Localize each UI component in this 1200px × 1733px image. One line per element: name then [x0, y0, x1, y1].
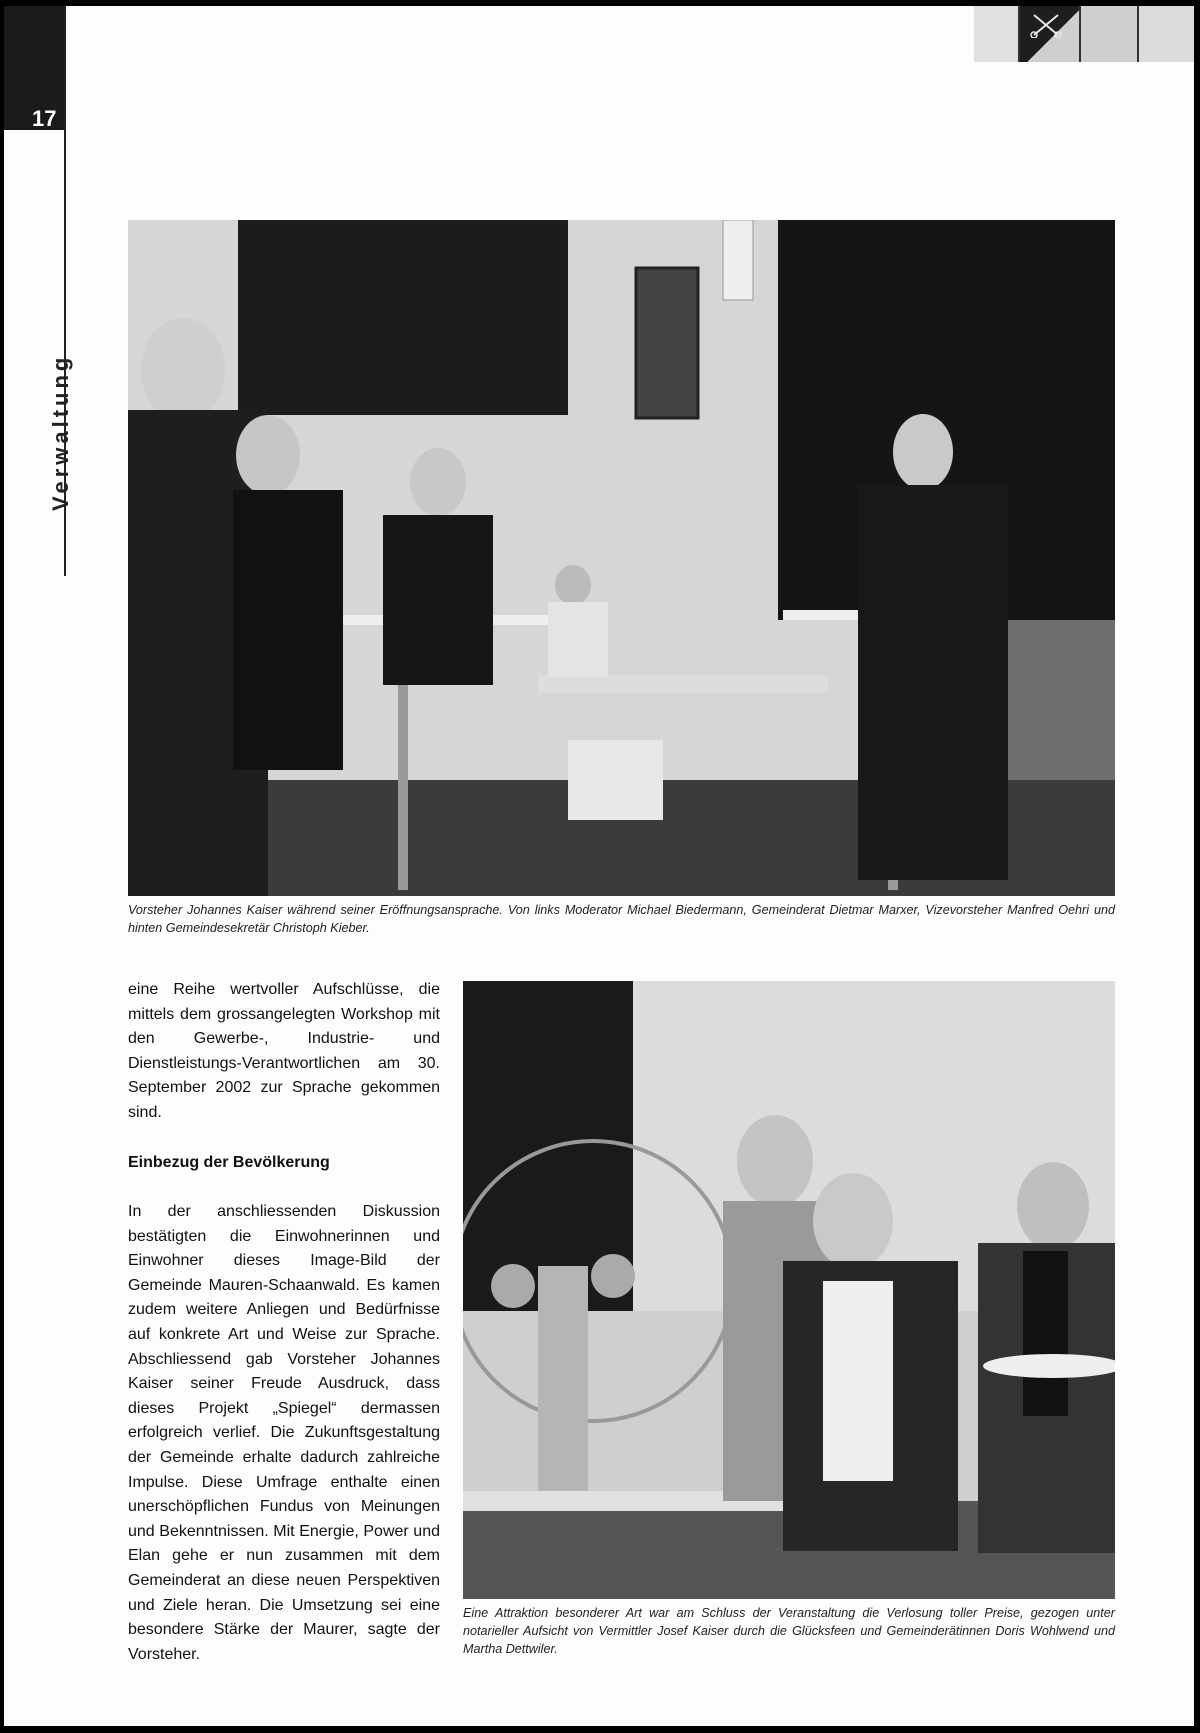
crossed-keys-icon: [1028, 12, 1064, 38]
photo-illustration: [463, 981, 1115, 1599]
photo-caption: Vorsteher Johannes Kaiser während seiner Eröffnungsansprache. Von links Moderator Michael Biedermann, Gemeinderat Dietmar Marxer, Vizevorsteher Manfred Oehri und hinten Gemeindesekretär Christoph Kieber.: [128, 903, 1115, 935]
page-number: 17: [32, 106, 57, 131]
photo-caption: Eine Attraktion besonderer Art war am Schluss der Veranstaltung die Verlosung toller Preise, gezogen unter notarieller Aufsicht von Vermittler Josef Kaiser durch die Glücksfeen und Gemeinderätinnen Doris Wohlwend und Martha Dettwiler.: [463, 1606, 1115, 1656]
header-tabs: [974, 6, 1194, 62]
header-box: [1137, 6, 1194, 62]
article-paragraph: eine Reihe wertvoller Aufschlüsse, die mittels dem grossangelegten Workshop mit den Gewerbe-, Industrie- und Dienstleistungs-Verantwortlichen am 30. September 2002 zur Sprache gekommen sind.: [128, 981, 440, 1121]
header-box: [1079, 6, 1136, 62]
event-photo-opening-speech: [128, 220, 1115, 896]
event-photo-lottery-draw: [463, 981, 1115, 1599]
article-subheading: Einbezug der Bevölkerung: [128, 1154, 330, 1171]
photo-illustration: [128, 220, 1115, 896]
section-label: Verwaltung: [48, 353, 73, 511]
document-page: [4, 6, 1194, 1726]
municipal-logo: [1018, 6, 1079, 62]
header-box: [974, 6, 1018, 62]
article-paragraph: In der anschliessenden Diskussion bestätigten die Einwohnerinnen und Einwohner dieses Image-Bild der Gemeinde Mauren-Schaanwald. Es kamen zudem weitere Anliegen und Bedürfnisse auf konkrete Art und Weise zur Sprache. Abschliessend gab Vorsteher Johannes Kaiser seiner Freude Ausdruck, dass dieses Projekt „Spiegel“ dermassen erfolgreich verlief. Die Zukunftsgestaltung der Gemeinde erhalte dadurch zahlreiche Impulse. Diese Umfrage enthalte einen unerschöpflichen Fundus von Meinungen und Bekenntnissen. Mit Energie, Power und Elan gehe er nun zusammen mit dem Gemeinderat an diese neuen Perspektiven und Ziele heran. Die Umsetzung sei eine besondere Stärke der Maurer, sagte der Vorsteher.: [128, 1203, 440, 1663]
